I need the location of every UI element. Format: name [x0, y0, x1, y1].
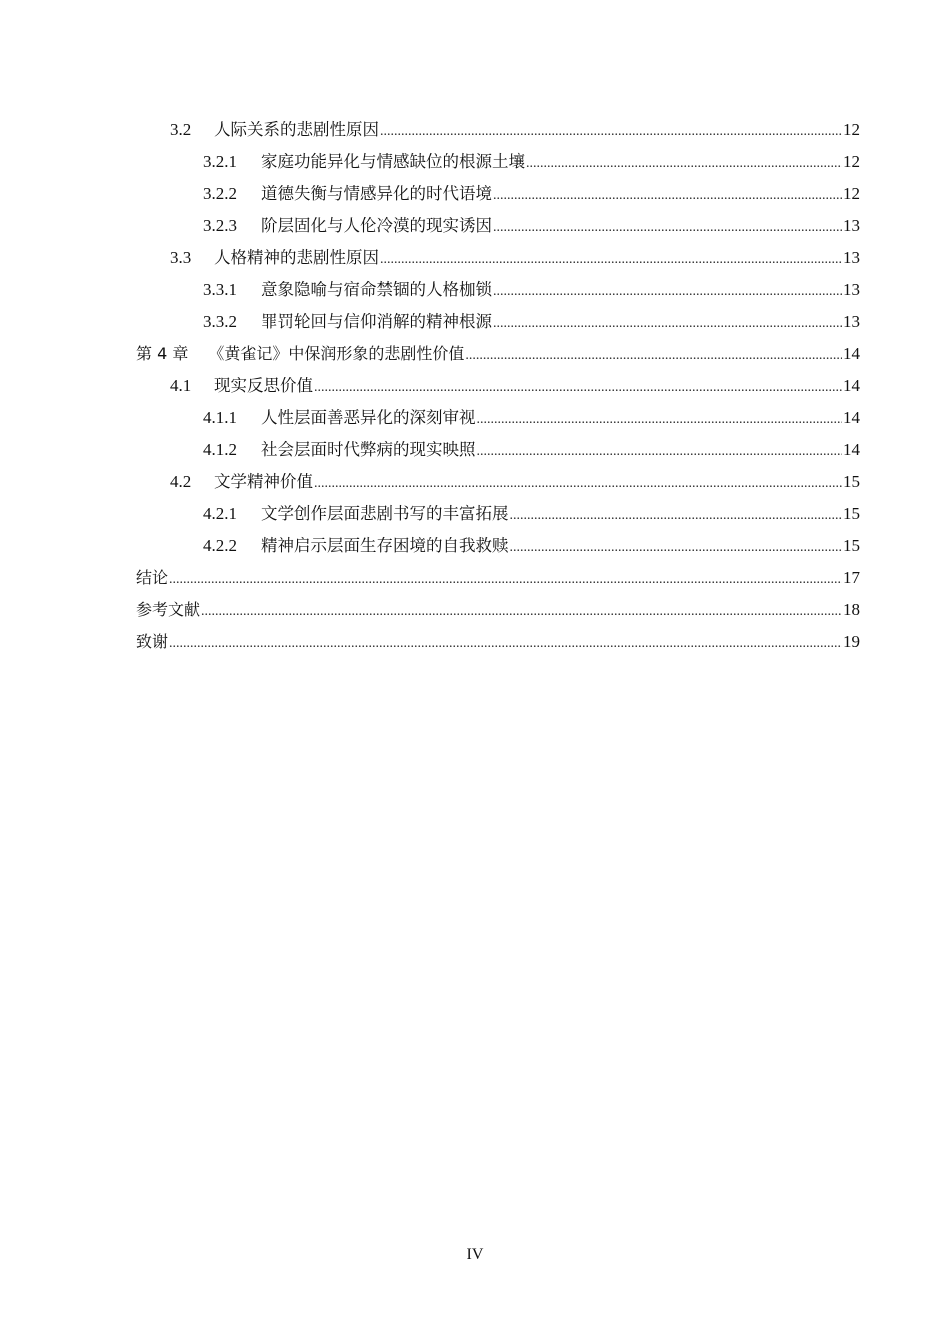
toc-entry-number: 3.2 [170, 120, 192, 139]
toc-entry[interactable] [136, 178, 860, 210]
dot-leader [493, 308, 842, 340]
toc-entry-title: 致谢 [136, 632, 169, 651]
toc-entry-page: 17 [843, 568, 860, 587]
toc-entry-number: 4.2.1 [203, 504, 237, 523]
toc-entry-page: 12 [843, 120, 860, 139]
toc-entry-page: 12 [843, 184, 860, 203]
toc-entry-page: 15 [843, 536, 860, 555]
toc-entry-number: 4.1.2 [203, 440, 237, 459]
toc-entry-page: 15 [843, 472, 860, 491]
toc-entry-title: 精神启示层面生存困境的自我救赎 [261, 536, 509, 555]
dot-leader [477, 404, 843, 436]
toc-entry-number: 4.1.1 [203, 408, 237, 427]
toc-entry-title: 《黄雀记》中保润形象的悲剧性价值 [208, 344, 465, 363]
page-number-footer: IV [466, 1246, 484, 1263]
toc-entry-acknowledgements[interactable] [136, 626, 860, 658]
toc-entry-number: 3.2.3 [203, 216, 237, 235]
toc-entry-title: 人际关系的悲剧性原因 [214, 120, 379, 139]
toc-entry-page: 13 [843, 216, 860, 235]
toc-entry-title: 文学精神价值 [214, 472, 313, 491]
dot-leader [169, 628, 842, 660]
toc-entry[interactable] [136, 242, 860, 274]
toc-entry-title: 人格精神的悲剧性原因 [214, 248, 379, 267]
table-of-contents [136, 114, 860, 658]
toc-entry-number: 4.2.2 [203, 536, 237, 555]
toc-entry[interactable] [136, 370, 860, 402]
toc-entry[interactable] [136, 114, 860, 146]
toc-entry-title: 罪罚轮回与信仰消解的精神根源 [261, 312, 492, 331]
toc-entry-page: 18 [843, 600, 860, 619]
dot-leader [380, 116, 842, 148]
toc-entry[interactable] [136, 306, 860, 338]
toc-entry-number: 3.3.2 [203, 312, 237, 331]
toc-entry-title: 阶层固化与人伦冷漠的现实诱因 [261, 216, 492, 235]
toc-entry-title: 家庭功能异化与情感缺位的根源土壤 [261, 152, 525, 171]
dot-leader [314, 372, 842, 404]
toc-entry[interactable] [136, 274, 860, 306]
toc-entry-page: 14 [843, 376, 860, 395]
toc-entry-number: 4.1 [170, 376, 192, 395]
dot-leader [477, 436, 843, 468]
dot-leader [169, 564, 842, 596]
toc-entry[interactable] [136, 146, 860, 178]
toc-entry-page: 13 [843, 280, 860, 299]
toc-entry[interactable] [136, 498, 860, 530]
toc-entry-page: 15 [843, 504, 860, 523]
toc-entry-number: 3.2.2 [203, 184, 237, 203]
toc-entry-page: 14 [843, 344, 860, 363]
toc-entry[interactable] [136, 466, 860, 498]
dot-leader [465, 340, 842, 372]
toc-entry-page: 13 [843, 248, 860, 267]
toc-entry-title: 道德失衡与情感异化的时代语境 [261, 184, 492, 203]
toc-entry-number: 3.3 [170, 248, 192, 267]
dot-leader [201, 596, 842, 628]
toc-entry-conclusion[interactable] [136, 562, 860, 594]
toc-entry[interactable] [136, 434, 860, 466]
toc-entry-title: 意象隐喻与宿命禁锢的人格枷锁 [261, 280, 492, 299]
toc-entry-number: 4.2 [170, 472, 192, 491]
toc-entry[interactable] [136, 402, 860, 434]
toc-entry-title: 现实反思价值 [214, 376, 313, 395]
toc-entry-page: 14 [843, 408, 860, 427]
dot-leader [493, 180, 842, 212]
dot-leader [493, 276, 842, 308]
dot-leader [380, 244, 842, 276]
dot-leader [510, 500, 843, 532]
toc-entry[interactable] [136, 210, 860, 242]
toc-entry-page: 13 [843, 312, 860, 331]
toc-entry-page: 14 [843, 440, 860, 459]
dot-leader [526, 148, 842, 180]
toc-entry-title: 结论 [136, 568, 169, 587]
toc-entry-page: 19 [843, 632, 860, 651]
toc-entry-title: 参考文献 [136, 600, 201, 619]
dot-leader [314, 468, 842, 500]
toc-entry[interactable] [136, 530, 860, 562]
dot-leader [493, 212, 842, 244]
toc-entry-page: 12 [843, 152, 860, 171]
toc-entry-title: 人性层面善恶异化的深刻审视 [261, 408, 476, 427]
toc-entry-title: 文学创作层面悲剧书写的丰富拓展 [261, 504, 509, 523]
toc-entry-chapter[interactable] [136, 338, 860, 370]
toc-entry-references[interactable] [136, 594, 860, 626]
dot-leader [510, 532, 843, 564]
toc-entry-number: 3.3.1 [203, 280, 237, 299]
toc-entry-number: 3.2.1 [203, 152, 237, 171]
toc-entry-number: 第 4 章 [136, 344, 189, 363]
toc-entry-title: 社会层面时代弊病的现实映照 [261, 440, 476, 459]
